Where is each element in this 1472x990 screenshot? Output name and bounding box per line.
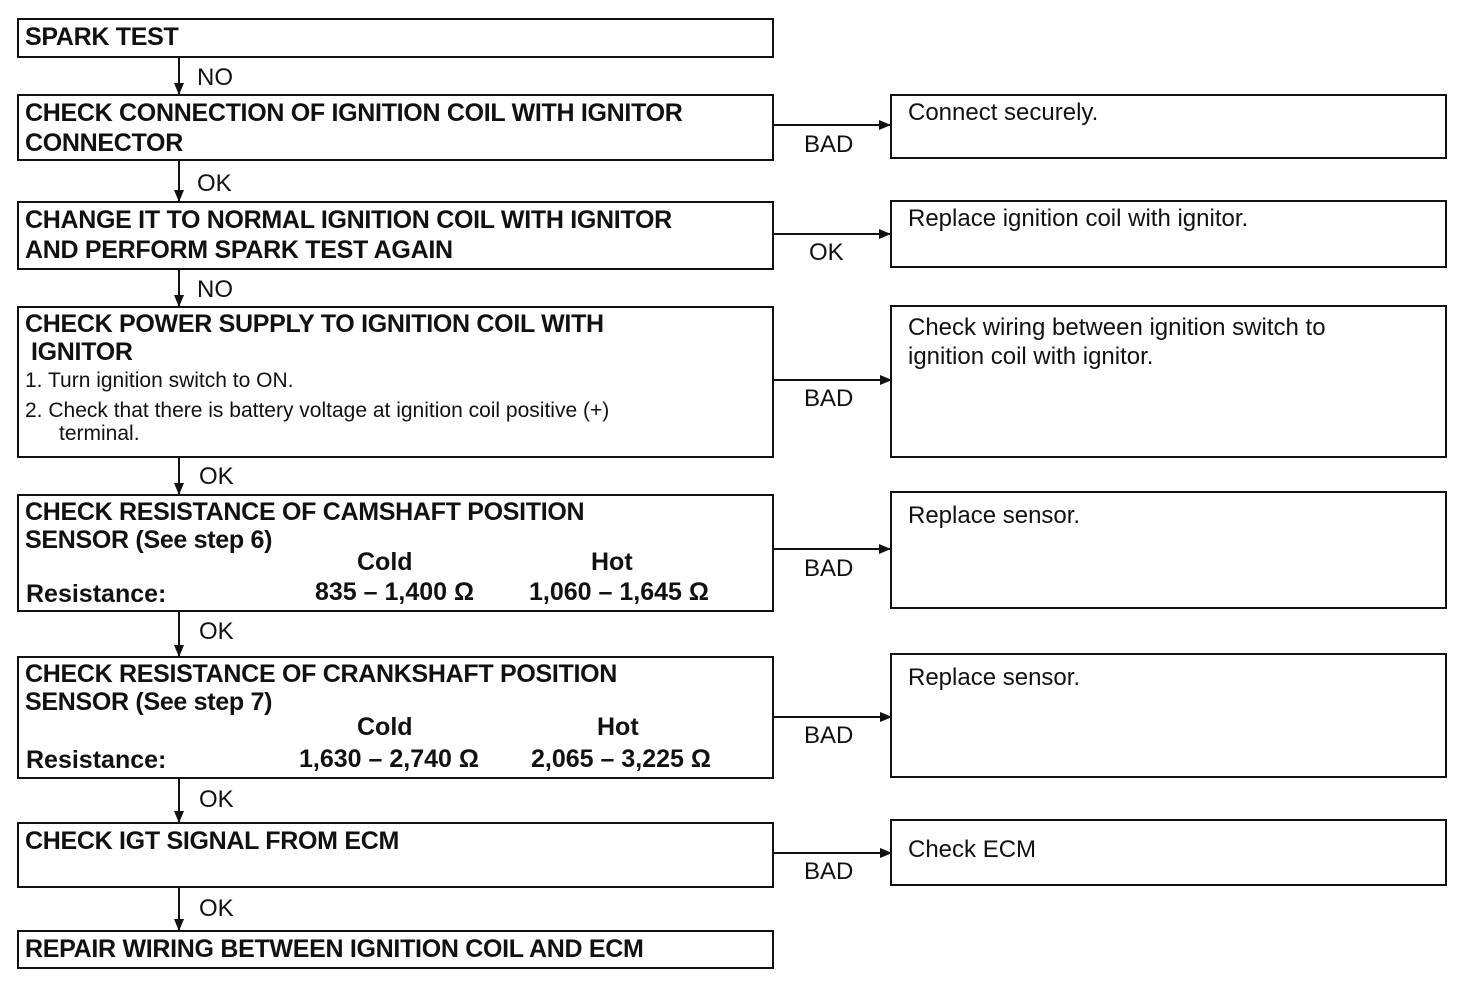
step-change-ignition-coil: [17, 201, 774, 270]
step-check-camshaft-sensor: [17, 494, 774, 612]
column-header-hot: Hot: [591, 548, 633, 576]
step-spark-test: [17, 18, 774, 58]
action-check-wiring: [890, 305, 1447, 458]
step-check-power-supply: [17, 306, 774, 458]
action-replace-crankshaft-sensor: [890, 653, 1447, 778]
arrow-label-no-1: NO: [197, 64, 233, 91]
arrow-label-ok-6: OK: [199, 786, 234, 813]
column-header-cold: Cold: [357, 548, 413, 576]
step-title-line2: SENSOR (See step 6): [25, 526, 273, 554]
column-header-cold: Cold: [357, 713, 413, 741]
step-title: SPARK TEST: [25, 23, 179, 51]
action-text: Check ECM: [908, 836, 1037, 863]
step-title-line1: CHECK RESISTANCE OF CRANKSHAFT POSITION: [25, 660, 618, 688]
action-text: Connect securely.: [908, 99, 1099, 126]
step-title-line1: CHANGE IT TO NORMAL IGNITION COIL WITH IGNITOR: [25, 206, 672, 234]
step-instruction-2: 2. Check that there is battery voltage at ignition coil positive (+): [25, 399, 610, 422]
step-title-line2: IGNITOR: [31, 338, 133, 366]
branch-label-bad-5: BAD: [804, 555, 854, 582]
action-text-line2: ignition coil with ignitor.: [908, 343, 1154, 370]
action-replace-camshaft-sensor: [890, 491, 1447, 609]
action-text: Replace ignition coil with ignitor.: [908, 205, 1249, 232]
resistance-label: Resistance:: [26, 580, 167, 608]
arrow-label-no-3: NO: [197, 276, 233, 303]
branch-label-bad-7: BAD: [804, 858, 854, 885]
resistance-hot-value: 2,065 – 3,225 Ω: [531, 745, 711, 773]
branch-label-bad-4: BAD: [804, 385, 854, 412]
branch-label-ok-3: OK: [809, 239, 844, 266]
step-title-line1: CHECK POWER SUPPLY TO IGNITION COIL WITH: [25, 310, 604, 338]
arrow-label-ok-2: OK: [197, 170, 232, 197]
resistance-label: Resistance:: [26, 746, 167, 774]
resistance-cold-value: 1,630 – 2,740 Ω: [299, 745, 479, 773]
resistance-cold-value: 835 – 1,400 Ω: [315, 578, 475, 606]
step-title-line2: CONNECTOR: [25, 129, 183, 157]
step-title-line1: CHECK RESISTANCE OF CAMSHAFT POSITION: [25, 498, 585, 526]
step-instruction-1: 1. Turn ignition switch to ON.: [25, 369, 294, 392]
step-title-line2: SENSOR (See step 7): [25, 688, 273, 716]
action-replace-ignition-coil: [890, 200, 1447, 268]
action-connect-securely: [890, 94, 1447, 159]
step-title: REPAIR WIRING BETWEEN IGNITION COIL AND ECM: [25, 935, 644, 963]
step-repair-wiring: [17, 930, 774, 969]
action-text: Replace sensor.: [908, 664, 1081, 691]
arrow-label-ok-4: OK: [199, 463, 234, 490]
column-header-hot: Hot: [597, 713, 639, 741]
arrow-label-ok-5: OK: [199, 618, 234, 645]
branch-label-bad-6: BAD: [804, 722, 854, 749]
action-text-line1: Check wiring between ignition switch to: [908, 314, 1326, 341]
step-title: CHECK IGT SIGNAL FROM ECM: [25, 827, 399, 855]
step-title-line2: AND PERFORM SPARK TEST AGAIN: [25, 236, 453, 264]
step-instruction-2-cont: terminal.: [59, 422, 140, 445]
arrow-label-ok-7: OK: [199, 895, 234, 922]
action-text: Replace sensor.: [908, 502, 1081, 529]
step-check-crankshaft-sensor: [17, 656, 774, 779]
step-check-igt-signal: [17, 822, 774, 888]
step-check-connection: [17, 94, 774, 161]
step-title-line1: CHECK CONNECTION OF IGNITION COIL WITH IGNITOR: [25, 99, 683, 127]
action-check-ecm: [890, 819, 1447, 886]
resistance-hot-value: 1,060 – 1,645 Ω: [529, 578, 709, 606]
branch-label-bad-2: BAD: [804, 131, 854, 158]
